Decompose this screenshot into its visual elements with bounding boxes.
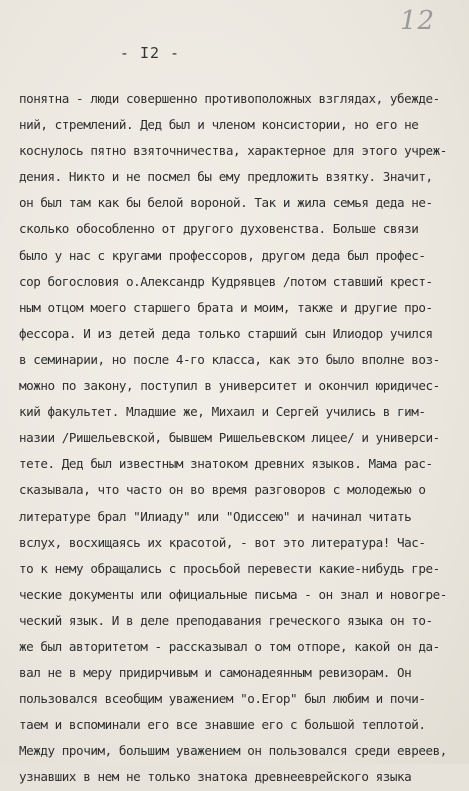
text-line: тете. Дед был известным знатоком древних языков. Мама рас- — [19, 456, 433, 472]
text-line: узнавших в нем не только знатока древнееврейского языка — [19, 769, 412, 785]
text-line: ний, стремлений. Дед был и членом консистории, но его не — [19, 117, 419, 133]
text-line: сор богословия о.Александр Кудрявцев /потом ставший крест- — [19, 273, 433, 289]
text-line: он был там как бы белой вороной. Так и жила семья деда не- — [19, 195, 433, 211]
body-text — [19, 86, 461, 791]
text-line: таем и вспоминали его все знавшие его с большой теплотой. — [19, 717, 426, 733]
text-line: Между прочим, большим уважением он пользовался среди евреев, — [19, 743, 447, 759]
text-line: понятна - люди совершенно противоположных взглядах, убежде- — [19, 91, 440, 106]
text-line: ным отцом моего старшего брата и моим, также и другие про- — [19, 299, 433, 315]
text-line: литературе брал "Илиаду" или "Одиссею" и начинал читать — [19, 508, 412, 524]
handwritten-folio-number: 12 — [400, 6, 436, 36]
text-line: можно по закону, поступил в университет и окончил юридичес- — [19, 378, 440, 394]
text-line: же был авторитетом - рассказывал о том отпоре, какой он да- — [19, 638, 440, 654]
text-line: в семинарии, но после 4-го класса, как это было вполне воз- — [19, 351, 440, 367]
text-line: сколько обособленно от другого духовенства. Больше связи — [19, 221, 419, 237]
text-line: кий факультет. Младшие же, Михаил и Сергей учились в гим- — [19, 404, 426, 420]
text-line: ческие документы или официальные письма - он знал и новогре- — [19, 586, 447, 602]
text-line: ческий язык. И в деле преподавания греческого языка он то- — [19, 612, 433, 628]
text-line: вслух, восхищаясь их красотой, - вот это литература! Час- — [19, 534, 426, 550]
text-line: то к нему обращались с просьбой перевести какие-нибудь гре- — [19, 560, 440, 576]
page-number: - I2 - — [119, 44, 181, 62]
text-line: было у нас с кругами профессоров, другом деда был профес- — [19, 247, 426, 263]
text-line: фессора. И из детей деда только старший сын Илиодор учился — [19, 325, 433, 341]
text-line: назии /Ришельевской, бывшем Ришельевском лицее/ и универси- — [19, 430, 440, 446]
text-line: пользовался всеобщим уважением "о.Егор" был любим и почи- — [19, 691, 426, 707]
text-line: дения. Никто и не посмел бы ему предложить взятку. Значит, — [19, 169, 433, 185]
text-line: сказывала, что часто он во время разговоров с молодежью о — [19, 482, 426, 498]
text-line: вал не в меру придирчивым и самонадеянным ревизорам. Он — [19, 665, 412, 681]
text-line: коснулось пятно взяточничества, характерное для этого учреж- — [19, 143, 447, 159]
